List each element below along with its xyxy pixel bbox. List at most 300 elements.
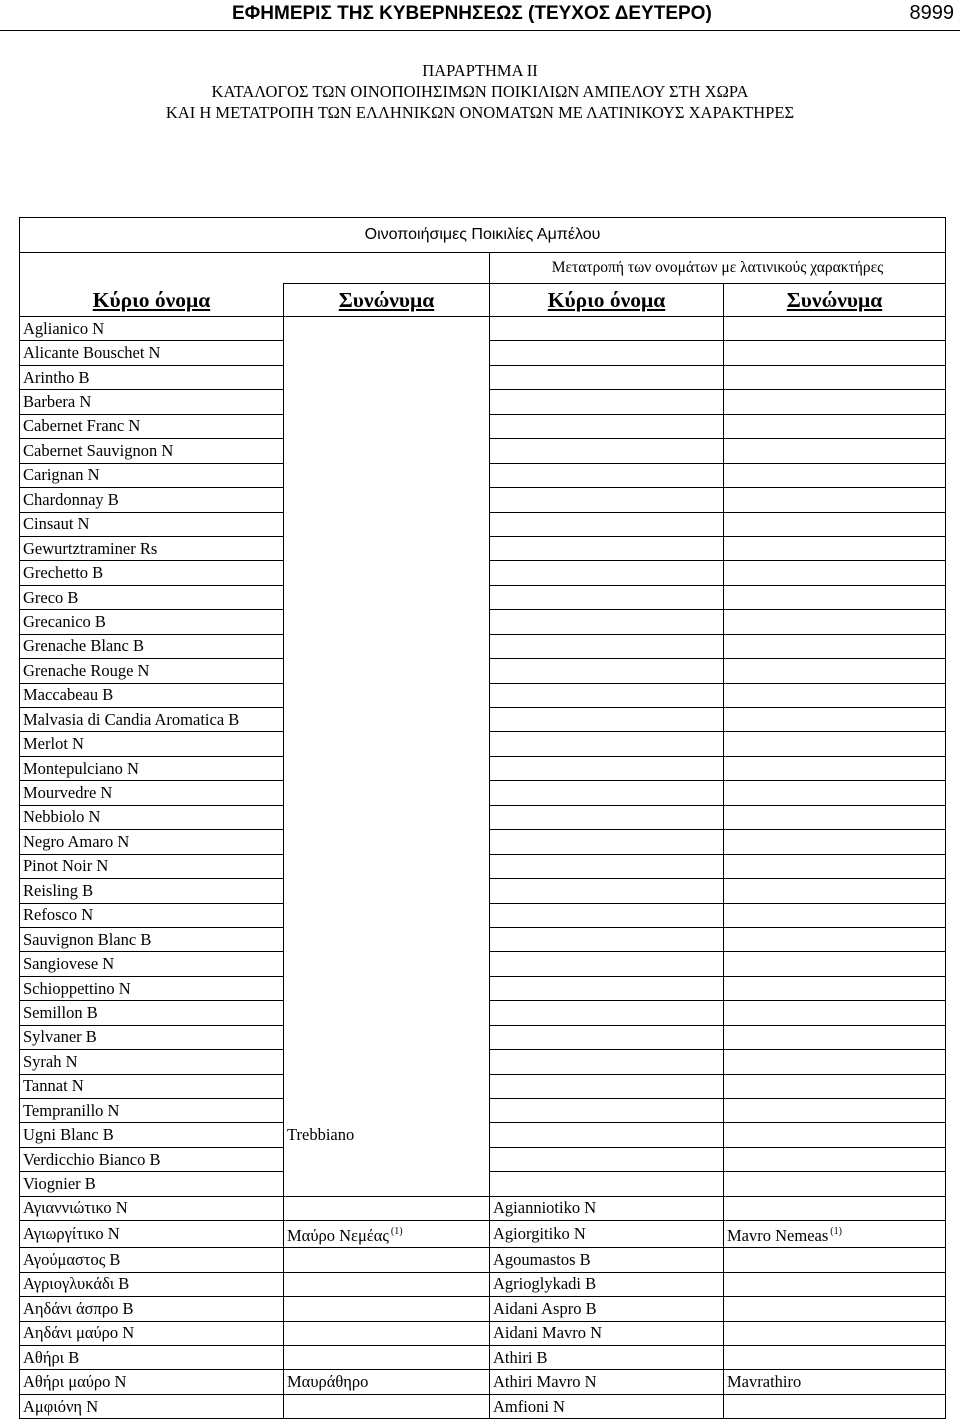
cell-latin-synonyms — [724, 854, 946, 878]
cell-main-name — [20, 1248, 284, 1272]
cell-text: Amfioni N — [493, 1396, 565, 1416]
cell-synonyms — [284, 903, 490, 927]
table-row — [20, 927, 946, 951]
cell-latin-synonyms — [724, 585, 946, 609]
cell-latin-synonyms — [724, 805, 946, 829]
table-row — [20, 708, 946, 732]
cell-main-name — [20, 756, 284, 780]
cell-latin-synonyms — [724, 1248, 946, 1272]
cell-latin-name — [490, 1248, 724, 1272]
table-row — [20, 1050, 946, 1074]
cell-text: Pinot Noir N — [23, 856, 109, 876]
cell-main-name — [20, 1099, 284, 1123]
cell-main-name — [20, 1321, 284, 1345]
cell-main-name — [20, 781, 284, 805]
cell-latin-synonyms — [724, 1001, 946, 1025]
footnote-marker: (1) — [390, 1226, 403, 1238]
cell-synonyms — [284, 365, 490, 389]
cell-synonyms — [284, 732, 490, 756]
cell-text: Aglianico N — [23, 318, 105, 338]
cell-main-name — [20, 1196, 284, 1220]
cell-synonyms — [284, 805, 490, 829]
cell-latin-synonyms — [724, 732, 946, 756]
cell-text: Αθήρι B — [23, 1347, 80, 1367]
cell-latin-name — [490, 732, 724, 756]
cell-latin-synonyms — [724, 634, 946, 658]
table-row — [20, 756, 946, 780]
cell-synonyms — [284, 1297, 490, 1321]
cell-text: Grecanico B — [23, 611, 106, 631]
empty-caption-cell — [20, 253, 490, 284]
cell-latin-synonyms — [724, 439, 946, 463]
cell-main-name — [20, 439, 284, 463]
table-header-row — [20, 284, 946, 317]
cell-main-name — [20, 585, 284, 609]
cell-synonyms — [284, 414, 490, 438]
grape-varieties-table — [19, 217, 946, 1419]
cell-latin-name — [490, 610, 724, 634]
running-head — [0, 0, 960, 31]
cell-latin-name — [490, 488, 724, 512]
cell-latin-name — [490, 365, 724, 389]
cell-main-name — [20, 1370, 284, 1394]
cell-text: Grechetto B — [23, 563, 104, 583]
cell-latin-name — [490, 512, 724, 536]
cell-latin-synonyms — [724, 390, 946, 414]
cell-text: Schioppettino N — [23, 978, 131, 998]
annex-subtitle-line-1: ΚΑΤΑΛΟΓΟΣ ΤΩΝ ΟΙΝΟΠΟΙΗΣΙΜΩΝ ΠΟΙΚΙΛΙΩΝ ΑΜΠΕΛΟΥ ΣΤΗ ΧΩΡΑ — [211, 82, 749, 101]
cell-synonyms — [284, 683, 490, 707]
cell-latin-synonyms — [724, 414, 946, 438]
cell-text: Αγριογλυκάδι B — [23, 1274, 130, 1294]
cell-latin-name — [490, 1025, 724, 1049]
cell-latin-name — [490, 1394, 724, 1418]
cell-main-name — [20, 927, 284, 951]
cell-latin-name — [490, 1147, 724, 1171]
cell-text: Grenache Rouge N — [23, 660, 150, 680]
cell-synonyms — [284, 708, 490, 732]
table-row — [20, 1272, 946, 1296]
table-row — [20, 1370, 946, 1394]
cell-main-name — [20, 512, 284, 536]
cell-text: Cabernet Sauvignon N — [23, 440, 174, 460]
table-row — [20, 1147, 946, 1171]
cell-latin-name — [490, 781, 724, 805]
cell-latin-synonyms — [724, 561, 946, 585]
cell-text: Greco B — [23, 587, 79, 607]
cell-latin-synonyms — [724, 365, 946, 389]
page-number: 8999 — [909, 2, 954, 24]
cell-text: Grenache Blanc B — [23, 636, 144, 656]
cell-synonyms — [284, 1321, 490, 1345]
cell-synonyms — [284, 1099, 490, 1123]
cell-synonyms — [284, 1345, 490, 1369]
cell-latin-synonyms — [724, 1272, 946, 1296]
cell-text: Tempranillo N — [23, 1100, 120, 1120]
cell-synonyms — [284, 1050, 490, 1074]
cell-latin-synonyms — [724, 952, 946, 976]
header-synonyms-latin: Συνώνυμα — [724, 284, 946, 317]
cell-latin-name — [490, 439, 724, 463]
cell-latin-synonyms — [724, 1297, 946, 1321]
cell-main-name — [20, 805, 284, 829]
cell-main-name — [20, 879, 284, 903]
cell-synonyms — [284, 561, 490, 585]
cell-latin-synonyms — [724, 781, 946, 805]
cell-latin-synonyms — [724, 536, 946, 560]
cell-synonyms — [284, 390, 490, 414]
cell-latin-synonyms — [724, 1099, 946, 1123]
cell-main-name — [20, 1123, 284, 1147]
table-row — [20, 341, 946, 365]
cell-text: Alicante Bouschet N — [23, 343, 161, 363]
cell-main-name — [20, 1394, 284, 1418]
cell-latin-name — [490, 805, 724, 829]
cell-main-name — [20, 463, 284, 487]
cell-latin-name — [490, 1370, 724, 1394]
cell-text: Nebbiolo N — [23, 807, 101, 827]
cell-synonyms — [284, 1123, 490, 1147]
table-row — [20, 659, 946, 683]
cell-synonyms — [284, 756, 490, 780]
table-row — [20, 390, 946, 414]
annex-heading — [0, 60, 960, 123]
cell-synonyms — [284, 1272, 490, 1296]
cell-text: Αμφιόνη N — [23, 1396, 99, 1416]
cell-text: Aidani Aspro B — [493, 1298, 597, 1318]
cell-latin-synonyms — [724, 927, 946, 951]
cell-main-name — [20, 1172, 284, 1196]
table-row — [20, 1221, 946, 1248]
cell-synonyms — [284, 927, 490, 951]
cell-latin-name — [490, 756, 724, 780]
table-row — [20, 1172, 946, 1196]
cell-latin-name — [490, 1001, 724, 1025]
cell-text: Verdicchio Bianco B — [23, 1149, 161, 1169]
cell-main-name — [20, 1221, 284, 1248]
table-row — [20, 1345, 946, 1369]
transliteration-caption: Μετατροπή των ονομάτων με λατινικούς χαρακτήρες — [490, 253, 946, 284]
cell-synonyms — [284, 879, 490, 903]
cell-main-name — [20, 1050, 284, 1074]
cell-text: Aidani Mavro N — [493, 1323, 603, 1343]
cell-latin-name — [490, 341, 724, 365]
cell-latin-name — [490, 536, 724, 560]
cell-text: Μαυράθηρο — [287, 1372, 369, 1392]
cell-latin-name — [490, 854, 724, 878]
cell-main-name — [20, 1001, 284, 1025]
table-row — [20, 879, 946, 903]
cell-latin-name — [490, 561, 724, 585]
cell-latin-synonyms — [724, 1074, 946, 1098]
cell-latin-name — [490, 903, 724, 927]
cell-latin-synonyms — [724, 1123, 946, 1147]
cell-latin-name — [490, 708, 724, 732]
table-row — [20, 1321, 946, 1345]
cell-latin-synonyms — [724, 903, 946, 927]
cell-text: Αηδάνι άσπρο B — [23, 1298, 134, 1318]
cell-latin-name — [490, 1099, 724, 1123]
cell-synonyms — [284, 512, 490, 536]
cell-main-name — [20, 732, 284, 756]
cell-synonyms — [284, 976, 490, 1000]
cell-latin-name — [490, 1272, 724, 1296]
cell-synonyms — [284, 1196, 490, 1220]
cell-latin-name — [490, 414, 724, 438]
table-row — [20, 1248, 946, 1272]
cell-text: Αγιωργίτικο N — [23, 1224, 120, 1244]
table-caption: Οινοποιήσιμες Ποικιλίες Αμπέλου — [20, 218, 946, 253]
cell-text: Arintho B — [23, 367, 90, 387]
cell-main-name — [20, 390, 284, 414]
table-row — [20, 610, 946, 634]
cell-text: Cinsaut N — [23, 514, 90, 534]
cell-main-name — [20, 1147, 284, 1171]
cell-main-name — [20, 634, 284, 658]
cell-text: Viognier B — [23, 1174, 96, 1194]
cell-main-name — [20, 1345, 284, 1369]
cell-main-name — [20, 488, 284, 512]
footnote-marker: (1) — [830, 1226, 842, 1238]
cell-latin-name — [490, 1172, 724, 1196]
cell-main-name — [20, 1025, 284, 1049]
cell-text: Agiorgitiko N — [493, 1224, 586, 1244]
cell-synonyms — [284, 1248, 490, 1272]
cell-text: Sylvaner B — [23, 1027, 97, 1047]
cell-synonyms — [284, 1221, 490, 1248]
cell-latin-name — [490, 1196, 724, 1220]
annex-subtitle-line-2: ΚΑΙ Η ΜΕΤΑΤΡΟΠΗ ΤΩΝ ΕΛΛΗΝΙΚΩΝ ΟΝΟΜΑΤΩΝ ΜΕ ΛΑΤΙΝΙΚΟΥΣ ΧΑΡΑΚΤΗΡΕΣ — [165, 103, 795, 122]
cell-synonyms — [284, 830, 490, 854]
cell-latin-name — [490, 634, 724, 658]
cell-latin-name — [490, 1123, 724, 1147]
cell-text: Refosco N — [23, 905, 94, 925]
cell-latin-name — [490, 830, 724, 854]
cell-text: Merlot N — [23, 734, 84, 754]
cell-latin-synonyms — [724, 512, 946, 536]
cell-latin-synonyms — [724, 683, 946, 707]
cell-latin-name — [490, 1074, 724, 1098]
cell-text: Chardonnay B — [23, 489, 119, 509]
cell-text: Semillon B — [23, 1002, 98, 1022]
table-row — [20, 463, 946, 487]
cell-text: Agoumastos B — [493, 1249, 591, 1269]
cell-text: Agianniotiko N — [493, 1198, 597, 1218]
cell-latin-name — [490, 1345, 724, 1369]
cell-synonyms — [284, 854, 490, 878]
cell-main-name — [20, 854, 284, 878]
cell-main-name — [20, 414, 284, 438]
cell-text: Αγούμαστος B — [23, 1249, 121, 1269]
cell-latin-synonyms — [724, 1221, 946, 1248]
cell-main-name — [20, 341, 284, 365]
cell-text: Barbera N — [23, 392, 92, 412]
cell-latin-synonyms — [724, 1050, 946, 1074]
cell-text: Negro Amaro N — [23, 831, 130, 851]
cell-synonyms — [284, 659, 490, 683]
cell-latin-synonyms — [724, 463, 946, 487]
gazette-title: ΕΦΗΜΕΡΙΣ ΤΗΣ ΚΥΒΕΡΝΗΣΕΩΣ (ΤΕΥΧΟΣ ΔΕΥΤΕΡΟ) — [232, 3, 712, 24]
table-row — [20, 903, 946, 927]
cell-text: Sangiovese N — [23, 954, 115, 974]
cell-text: Μαύρο Νεμέας — [287, 1226, 389, 1246]
table-row — [20, 1196, 946, 1220]
cell-latin-synonyms — [724, 1345, 946, 1369]
cell-synonyms — [284, 536, 490, 560]
cell-text: Cabernet Franc N — [23, 416, 141, 436]
cell-latin-synonyms — [724, 756, 946, 780]
table-row — [20, 414, 946, 438]
cell-synonyms — [284, 1370, 490, 1394]
cell-latin-synonyms — [724, 879, 946, 903]
cell-text: Maccabeau B — [23, 685, 114, 705]
cell-main-name — [20, 659, 284, 683]
cell-text: Athiri B — [493, 1347, 548, 1367]
cell-latin-name — [490, 659, 724, 683]
cell-text: Gewurtztraminer Rs — [23, 538, 158, 558]
table-caption-row — [20, 218, 946, 253]
cell-main-name — [20, 952, 284, 976]
cell-synonyms — [284, 341, 490, 365]
cell-latin-name — [490, 1221, 724, 1248]
table-row — [20, 1123, 946, 1147]
cell-text: Mourvedre N — [23, 783, 113, 803]
cell-main-name — [20, 683, 284, 707]
cell-main-name — [20, 561, 284, 585]
cell-latin-synonyms — [724, 976, 946, 1000]
cell-latin-name — [490, 1050, 724, 1074]
cell-latin-synonyms — [724, 1370, 946, 1394]
table-row — [20, 683, 946, 707]
table-row — [20, 585, 946, 609]
cell-latin-name — [490, 1297, 724, 1321]
cell-synonyms — [284, 1147, 490, 1171]
cell-main-name — [20, 708, 284, 732]
cell-text: Ugni Blanc B — [23, 1125, 114, 1145]
cell-latin-synonyms — [724, 1321, 946, 1345]
cell-synonyms — [284, 634, 490, 658]
cell-text: Αηδάνι μαύρο N — [23, 1323, 135, 1343]
cell-synonyms — [284, 1172, 490, 1196]
cell-text: Sauvignon Blanc B — [23, 929, 152, 949]
cell-latin-name — [490, 463, 724, 487]
transliteration-caption-row — [20, 253, 946, 284]
cell-text: Malvasia di Candia Aromatica B — [23, 709, 240, 729]
cell-latin-synonyms — [724, 1172, 946, 1196]
cell-main-name — [20, 365, 284, 389]
table-row — [20, 732, 946, 756]
cell-latin-synonyms — [724, 1147, 946, 1171]
cell-synonyms — [284, 317, 490, 341]
header-main-name-latin: Κύριο όνομα — [490, 284, 724, 317]
cell-text: Tannat N — [23, 1076, 84, 1096]
annex-title: ΠΑΡΑΡΤΗΜΑ ΙΙ — [422, 61, 538, 80]
cell-main-name — [20, 1272, 284, 1296]
cell-main-name — [20, 1297, 284, 1321]
cell-text: Αθήρι μαύρο N — [23, 1372, 127, 1392]
cell-latin-synonyms — [724, 1196, 946, 1220]
cell-text: Syrah N — [23, 1051, 78, 1071]
cell-latin-name — [490, 976, 724, 1000]
cell-latin-name — [490, 390, 724, 414]
cell-main-name — [20, 1074, 284, 1098]
cell-latin-synonyms — [724, 830, 946, 854]
cell-latin-name — [490, 927, 724, 951]
table-row — [20, 365, 946, 389]
cell-text: Carignan N — [23, 465, 100, 485]
table-row — [20, 317, 946, 341]
table-row — [20, 830, 946, 854]
table-row — [20, 976, 946, 1000]
cell-synonyms — [284, 1394, 490, 1418]
cell-latin-name — [490, 952, 724, 976]
cell-main-name — [20, 976, 284, 1000]
table-row — [20, 634, 946, 658]
table-row — [20, 488, 946, 512]
cell-synonyms — [284, 610, 490, 634]
cell-synonyms — [284, 781, 490, 805]
cell-latin-name — [490, 683, 724, 707]
cell-synonyms — [284, 1074, 490, 1098]
cell-synonyms — [284, 1001, 490, 1025]
cell-main-name — [20, 610, 284, 634]
table-row — [20, 1001, 946, 1025]
cell-text: Athiri Mavro N — [493, 1372, 597, 1392]
cell-latin-synonyms — [724, 341, 946, 365]
table-row — [20, 781, 946, 805]
table-row — [20, 952, 946, 976]
cell-latin-synonyms — [724, 708, 946, 732]
cell-synonyms — [284, 488, 490, 512]
table-row — [20, 536, 946, 560]
cell-synonyms — [284, 585, 490, 609]
cell-latin-synonyms — [724, 317, 946, 341]
cell-text: Mavro Nemeas — [727, 1226, 829, 1246]
cell-main-name — [20, 830, 284, 854]
cell-main-name — [20, 317, 284, 341]
cell-text: Αγιαννιώτικο N — [23, 1198, 128, 1218]
table-row — [20, 1099, 946, 1123]
cell-latin-name — [490, 317, 724, 341]
cell-latin-name — [490, 879, 724, 903]
table-row — [20, 1074, 946, 1098]
header-synonyms-greek: Συνώνυμα — [284, 284, 490, 317]
cell-latin-name — [490, 1321, 724, 1345]
cell-text: Agrioglykadi B — [493, 1274, 597, 1294]
cell-latin-synonyms — [724, 488, 946, 512]
cell-synonyms — [284, 952, 490, 976]
table-row — [20, 512, 946, 536]
cell-synonyms — [284, 463, 490, 487]
cell-text: Montepulciano N — [23, 758, 139, 778]
cell-text: Reisling B — [23, 880, 94, 900]
table-row — [20, 1394, 946, 1418]
cell-latin-synonyms — [724, 659, 946, 683]
cell-text: Trebbiano — [287, 1125, 355, 1145]
table-row — [20, 561, 946, 585]
table-row — [20, 854, 946, 878]
cell-main-name — [20, 536, 284, 560]
cell-latin-synonyms — [724, 1025, 946, 1049]
cell-text: Mavrathiro — [727, 1372, 802, 1392]
cell-main-name — [20, 903, 284, 927]
table-row — [20, 1025, 946, 1049]
table-row — [20, 439, 946, 463]
table-row — [20, 1297, 946, 1321]
table-row — [20, 805, 946, 829]
cell-latin-name — [490, 585, 724, 609]
cell-latin-synonyms — [724, 610, 946, 634]
